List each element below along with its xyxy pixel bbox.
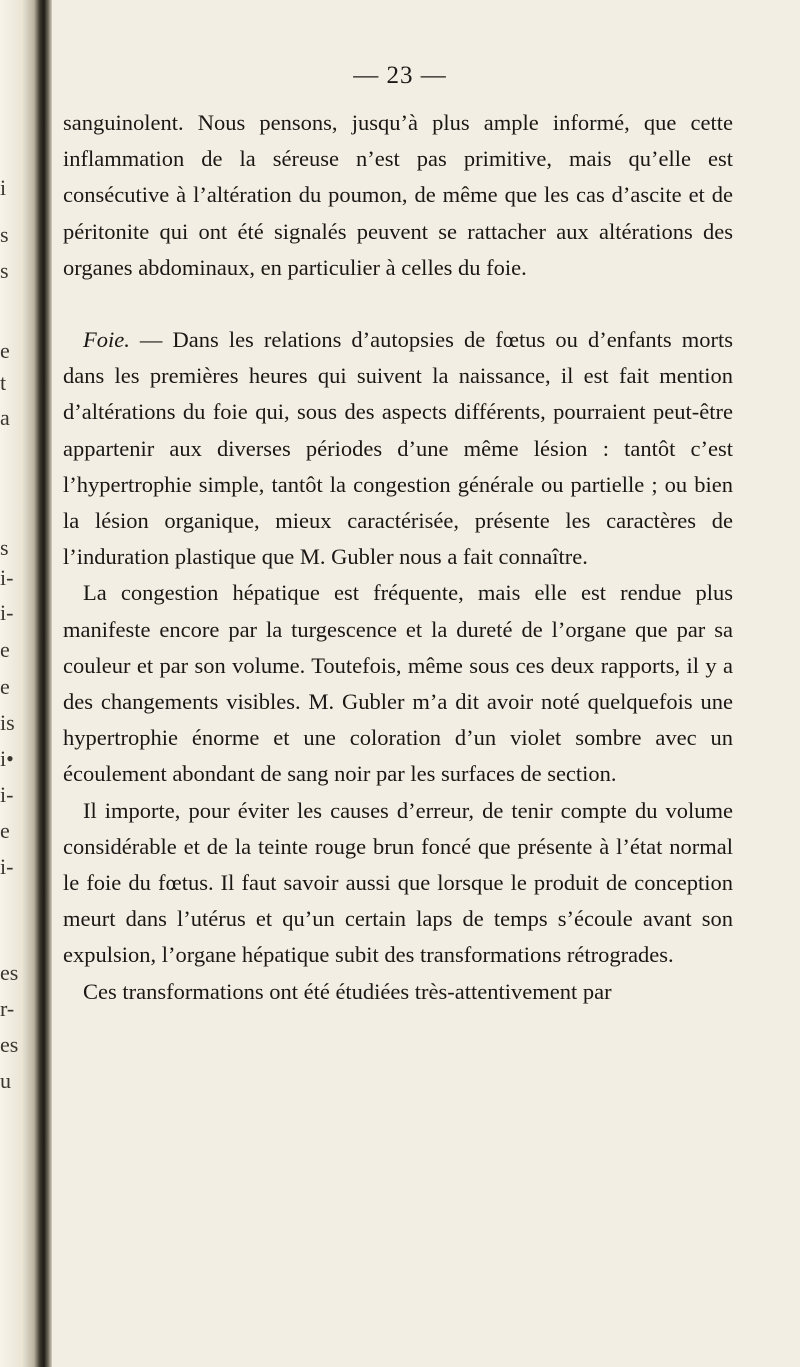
edge-letter: i- [0, 565, 14, 590]
edge-letter: s [0, 535, 9, 560]
edge-letter: e [0, 674, 10, 699]
paragraph-congestion: La congestion hépatique est fréquente, mais elle est rendue plus manifeste encore par la turgescence et la dureté de l’organe que par sa couleur et par son volume. Toutefois, même sous ces deux rapports, il y a des changements visibles. M. Gubler m’a dit avoir noté quelquefois une hypertrophie énorme et une coloration d’un violet sombre avec un écoulement abondant de sang noir par les surfaces de section. [63, 580, 733, 787]
edge-letter: is [0, 710, 15, 735]
edge-letter: i- [0, 854, 14, 879]
paragraph-transformations: Ces transformations ont été étudiées très-attentivement par [83, 978, 612, 1004]
paragraph-continuation: sanguinolent. Nous pensons, jusqu’à plus ample informé, que cette inflammation de la séreuse n’est pas primitive, mais qu’elle est consécutive à l’altération du poumon, de même que les cas d’ascite et de péritonite qui ont été signalés peuvent se rattacher aux altérations des organes abdominaux, en particulier à celles du foie. [63, 110, 733, 280]
paragraph-foie-text: — Dans les relations d’autopsies de fœtus ou d’enfants morts dans les premières heures qui suivent la naissance, il est fait mention d’altérations du foie qui, sous des aspects différents, pourraient peut-être appartenir aux diverses périodes d’une même lésion : tantôt c’est l’hypertrophie simple, tantôt la congestion générale ou partielle ; ou bien la lésion organique, mieux caractérisée, présente les caractères de l’induration plastique que M. Gubler nous a fait connaître. [63, 327, 733, 570]
edge-letter: s [0, 222, 9, 247]
edge-letter: i- [0, 600, 14, 625]
edge-letter: es [0, 960, 19, 985]
edge-letter: r- [0, 996, 15, 1021]
page-number: — 23 — [353, 62, 447, 89]
edge-letter: e [0, 818, 10, 843]
edge-letter: es [0, 1032, 19, 1057]
edge-letter: s [0, 258, 9, 283]
edge-letter: e [0, 338, 10, 363]
edge-letter: i- [0, 782, 14, 807]
body-text [63, 105, 733, 1010]
edge-letter: a [0, 405, 10, 430]
edge-letter: i• [0, 746, 14, 771]
section-heading-foie: Foie. [83, 327, 130, 353]
edge-letter: u [0, 1068, 11, 1093]
edge-letter: e [0, 637, 10, 662]
edge-letter: t [0, 370, 7, 395]
paragraph-foie [63, 322, 733, 575]
facing-page-edge [0, 0, 20, 1367]
edge-letter: i [0, 175, 7, 200]
paragraph-erreur: Il importe, pour éviter les causes d’erreur, de tenir compte du volume considérable et de la teinte rouge brun foncé que présente à l’état normal le foie du fœtus. Il faut savoir aussi que lorsque le produit de conception meurt dans l’utérus et qu’un certain laps de temps s’écoule avant son expulsion, l’organe hépatique subit des transformations rétrogrades. [63, 797, 733, 968]
